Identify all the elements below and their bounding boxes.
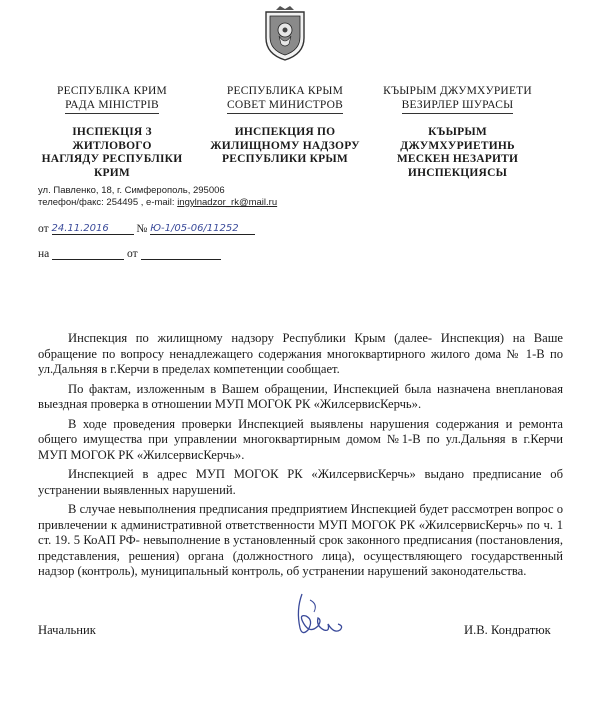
handwritten-signature (288, 590, 358, 642)
phone-label: телефон/факс: 254495 , e-mail: (38, 197, 178, 208)
signatory-position: Начальник (38, 623, 96, 637)
header-left-inspection: ІНСПЕКЦІЯ З ЖИТЛОВОГО НАГЛЯДУ РЕСПУБЛІКИ КРИМ (41, 126, 183, 179)
paragraph: По фактам, изложенным в Вашем обращении, Инспекцией была назначена внеплановая выездная проверка в отношении МУП МОГОК РК «ЖилсервисКерчь». (38, 381, 563, 411)
incoming-reference (38, 247, 221, 260)
outgoing-number: Ю-1/05-06/11252 (150, 223, 239, 234)
incoming-number-blank (52, 247, 124, 260)
header-right (370, 84, 545, 180)
header-center-republic: РЕСПУБЛИКА КРЫМ (226, 85, 344, 97)
header-center (200, 84, 370, 167)
signatory-name: И.В. Кондратюк (464, 623, 551, 637)
from-label-2: от (127, 248, 138, 260)
paragraph: В случае невыполнения предписания предприятием Инспекцией будет рассмотрен вопрос о привлечении к административной ответственности МУП МОГОК РК «ЖилсервисКерчь» по ч. 1 ст. 19. 5 КоАП РФ- невыполнение в установленный срок законного предписания (постановления, представления, решения) органа (должностного лица), осуществляющего государственный надзор (контроль), муниципальный контроль, об устранении нарушений законодательства. (38, 502, 563, 578)
header-right-republic: КЪЫРЫМ ДЖУМХУРИЕТИ (383, 85, 532, 97)
coat-of-arms-emblem (262, 6, 308, 62)
address-line: ул. Павленко, 18, г. Симферополь, 295006 (38, 185, 225, 196)
header-center-inspection: ИНСПЕКЦИЯ ПО ЖИЛИЩНОМУ НАДЗОРУ РЕСПУБЛИКИ КРЫМ (210, 126, 360, 165)
header-left (32, 84, 192, 180)
contact-line (38, 197, 277, 208)
header-center-council: СОВЕТ МИНИСТРОВ (227, 98, 343, 114)
header-left-council: РАДА МІНІСТРІВ (65, 98, 159, 114)
header-right-council: ВЕЗИРЛЕР ШУРАСЫ (402, 98, 514, 114)
number-label: № (136, 223, 148, 235)
header-right-inspection: КЪЫРЫМ ДЖУМХУРИЕТИНЬ МЕСКЕН НЕЗАРИТИ ИНСПЕКЦИЯСЫ (396, 126, 519, 179)
header-left-republic: РЕСПУБЛІКА КРИМ (57, 85, 167, 97)
outgoing-reference (38, 222, 255, 235)
outgoing-date: 24.11.2016 (51, 223, 109, 234)
paragraph: В ходе проведения проверки Инспекцией выявлены нарушения содержания и ремонта общего имущества при управлении многоквартирным домом №1-В по ул.Дальняя в г.Керчи МУП МОГОК РК «ЖилсервисКерчь». (38, 416, 563, 462)
paragraph: Инспекция по жилищному надзору Республики Крым (далее- Инспекция) на Ваше обращение по вопросу ненадлежащего содержания многоквартирного жилого дома № 1-В по ул.Дальняя в г.Керчи в пределах компетенции сообщает. (38, 331, 563, 376)
paragraph: Инспекцией в адрес МУП МОГОК РК «ЖилсервисКерчь» выдано предписание об устранении выявленных нарушений. (38, 467, 563, 497)
letter-body (38, 331, 563, 584)
incoming-date-blank (141, 247, 221, 260)
from-label: от (38, 223, 49, 235)
email-link[interactable]: ingylnadzor_rk@mail.ru (177, 197, 278, 208)
to-label: на (38, 248, 50, 260)
